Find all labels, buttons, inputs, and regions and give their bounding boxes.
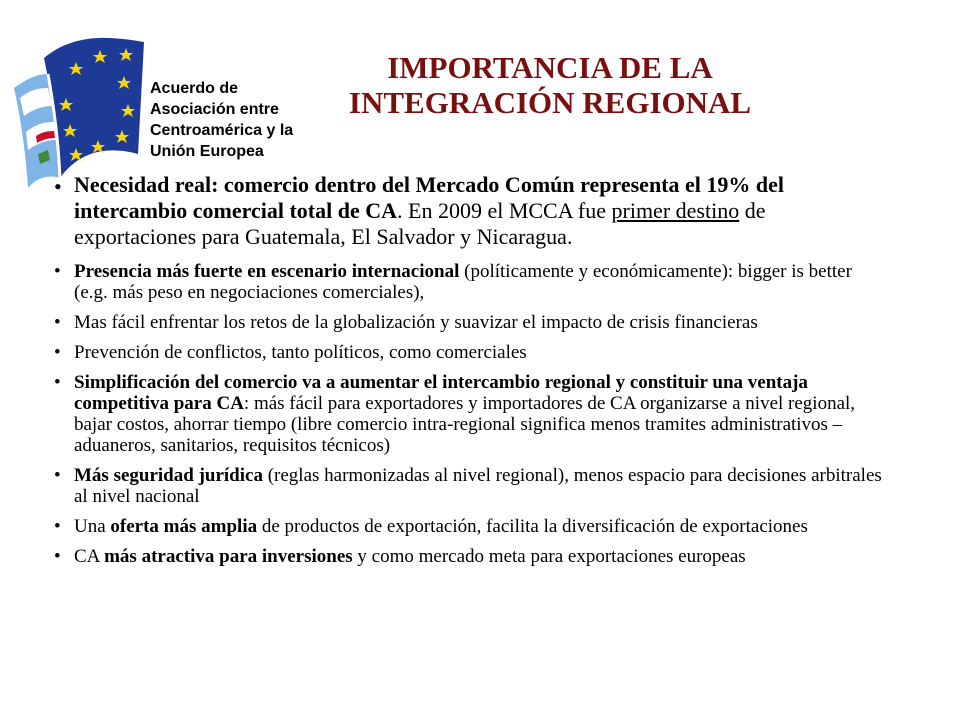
bullet-item-1: [60, 172, 890, 250]
logo-line-3: Centroamérica y la: [150, 122, 294, 139]
logo-text: [150, 78, 293, 162]
bullet-2-bold: Presencia más fuerte en escenario internacional: [74, 261, 460, 282]
bullet-1-bold: Necesidad real: comercio dentro del Mercado Común representa el 19% del intercambio comercial total de CA: [74, 172, 784, 223]
bullet-1-text-a: . En 2009 el MCCA fue: [397, 198, 612, 223]
bullet-3-text: Mas fácil enfrentar los retos de la globalización y suavizar el impacto de crisis financieras: [74, 312, 758, 333]
logo-line-1: Acuerdo de: [150, 80, 239, 97]
logo-line-2: Asociación entre: [150, 101, 279, 118]
bullet-item-6: [60, 465, 890, 507]
bullet-8-text: y como mercado meta para exportaciones europeas: [352, 546, 746, 567]
bullet-4-text: Prevención de conflictos, tanto políticos, como comerciales: [74, 342, 527, 363]
bullet-5-bold: Simplificación del comercio va a aumentar el intercambio regional y constituir una ventaja competitiva para CA: [74, 372, 808, 414]
bullet-item-3: [60, 312, 890, 333]
bullet-item-2: [60, 261, 890, 303]
bullet-2-text: (políticamente y económicamente): bigger is better (e.g. más peso en negociaciones comerciales),: [74, 261, 852, 303]
bullet-1-text-b: de exportaciones para Guatemala, El Salvador y Nicaragua.: [74, 198, 766, 249]
title-line-1: IMPORTANCIA DE LA: [387, 50, 713, 85]
bullet-item-8: [60, 546, 890, 567]
bullet-8-bold: más atractiva para inversiones: [104, 546, 353, 567]
bullet-1-underline: primer destino: [611, 198, 740, 223]
bullet-list: [60, 172, 890, 576]
logo-line-4: Unión Europea: [150, 143, 264, 160]
bullet-5-text: : más fácil para exportadores y importadores de CA organizarse a nivel regional, bajar costos, ahorrar tiempo (libre comercio intra-regional significa menos tramites administrativos – aduaneros, sanitarios, requisitos técnicos): [74, 393, 856, 456]
logo: [14, 28, 294, 188]
bullet-item-5: [60, 372, 890, 456]
bullet-6-bold: Más seguridad jurídica: [74, 465, 263, 486]
bullet-8-pre: CA: [74, 546, 105, 567]
slide-title: [290, 50, 810, 120]
bullet-7-pre: Una: [74, 516, 111, 537]
bullet-item-4: [60, 342, 890, 363]
bullet-item-7: [60, 516, 890, 537]
bullet-7-text: de productos de exportación, facilita la diversificación de exportaciones: [257, 516, 808, 537]
title-line-2: INTEGRACIÓN REGIONAL: [348, 85, 752, 120]
bullet-6-text: (reglas harmonizadas al nivel regional), menos espacio para decisiones arbitrales al nivel nacional: [74, 465, 882, 507]
bullet-7-bold: oferta más amplia: [110, 516, 258, 537]
